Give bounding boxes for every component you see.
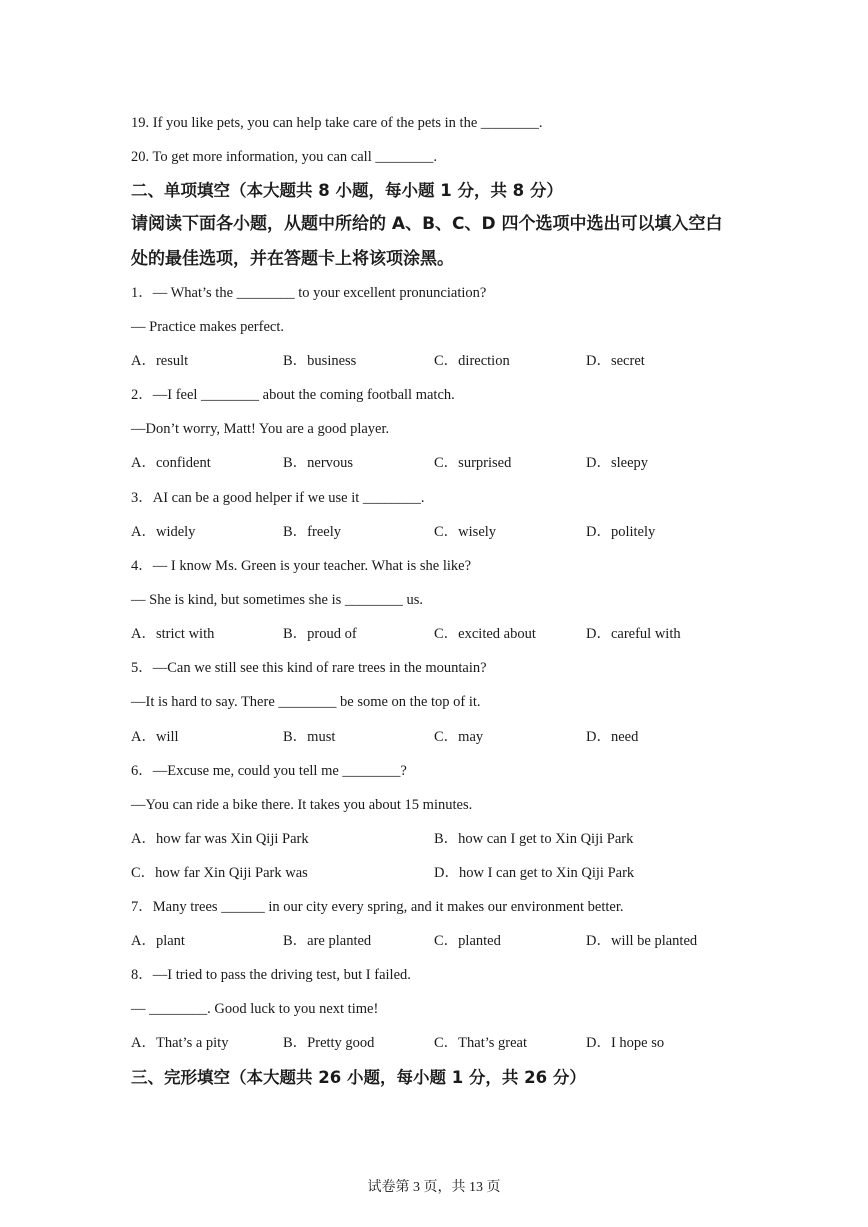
option-b[interactable]: B．nervous xyxy=(283,455,354,471)
option-a[interactable]: A．confident xyxy=(131,455,211,471)
question-7-options xyxy=(131,931,771,951)
question-3-stem: 3．AI can be a good helper if we use it ________. xyxy=(131,490,425,506)
question-1-stem: 1．— What’s the ________ to your excellent pronunciation? xyxy=(131,285,487,301)
question-2-options xyxy=(131,453,771,473)
option-c[interactable]: C．direction xyxy=(434,353,510,369)
option-b[interactable]: B．must xyxy=(283,729,336,745)
option-c[interactable]: C．may xyxy=(434,729,484,745)
question-6-stem: 6．—Excuse me, could you tell me ________? xyxy=(131,763,407,779)
question-4-stem: 4．— I know Ms. Green is your teacher. What is she like? xyxy=(131,558,471,574)
option-b[interactable]: B．proud of xyxy=(283,626,357,642)
option-b[interactable]: B．freely xyxy=(283,524,341,540)
option-d[interactable]: D．careful with xyxy=(586,626,681,642)
option-a[interactable]: A．That’s a pity xyxy=(131,1035,229,1051)
page-footer: 试卷第 3 页，共 13 页 xyxy=(367,1180,501,1195)
question-4-reply: — She is kind, but sometimes she is ________ us. xyxy=(131,592,424,608)
option-d[interactable]: D．sleepy xyxy=(586,455,649,471)
option-d[interactable]: D．will be planted xyxy=(586,933,698,949)
question-7-stem: 7．Many trees ______ in our city every spring, and it makes our environment better. xyxy=(131,899,624,915)
question-6-reply: —You can ride a bike there. It takes you about 15 minutes. xyxy=(131,797,473,813)
option-a[interactable]: A．result xyxy=(131,353,189,369)
question-5-stem: 5．—Can we still see this kind of rare trees in the mountain? xyxy=(131,660,487,676)
option-d[interactable]: D．secret xyxy=(586,353,645,369)
question-5-reply: —It is hard to say. There ________ be some on the top of it. xyxy=(131,694,481,710)
question-3-options xyxy=(131,522,771,542)
question-2-reply: —Don’t worry, Matt! You are a good player. xyxy=(131,421,390,437)
section3-heading: 三、完形填空（本大题共 26 小题，每小题 1 分，共 26 分） xyxy=(131,1068,586,1087)
section2-instruction-1: 请阅读下面各小题，从题中所给的 A、B、C、D 四个选项中选出可以填入空白 xyxy=(131,214,723,234)
question-6-options-row1 xyxy=(131,829,771,849)
question-1-reply: — Practice makes perfect. xyxy=(131,319,284,335)
section2-instruction-2: 处的最佳选项，并在答题卡上将该项涂黑。 xyxy=(131,249,454,269)
option-b[interactable]: B．how can I get to Xin Qiji Park xyxy=(434,831,634,847)
question-1-options xyxy=(131,351,771,371)
question-2-stem: 2．—I feel ________ about the coming football match. xyxy=(131,387,455,403)
option-a[interactable]: A．strict with xyxy=(131,626,215,642)
option-b[interactable]: B．Pretty good xyxy=(283,1035,375,1051)
option-a[interactable]: A．plant xyxy=(131,933,185,949)
option-d[interactable]: D．politely xyxy=(586,524,656,540)
question-5-options xyxy=(131,727,771,747)
question-6-options-row2 xyxy=(131,863,771,883)
question-8-stem: 8．—I tried to pass the driving test, but I failed. xyxy=(131,967,411,983)
option-b[interactable]: B．business xyxy=(283,353,357,369)
option-c[interactable]: C．how far Xin Qiji Park was xyxy=(131,865,308,881)
option-a[interactable]: A．how far was Xin Qiji Park xyxy=(131,831,309,847)
option-c[interactable]: C．That’s great xyxy=(434,1035,528,1051)
option-a[interactable]: A．widely xyxy=(131,524,196,540)
option-b[interactable]: B．are planted xyxy=(283,933,372,949)
option-a[interactable]: A．will xyxy=(131,729,179,745)
option-d[interactable]: D．I hope so xyxy=(586,1035,665,1051)
question-8-reply: — ________. Good luck to you next time! xyxy=(131,1001,379,1017)
option-c[interactable]: C．excited about xyxy=(434,626,536,642)
q19-text: 19. If you like pets, you can help take care of the pets in the ________. xyxy=(131,115,543,131)
section2-heading: 二、单项填空（本大题共 8 小题，每小题 1 分，共 8 分） xyxy=(131,181,563,200)
q20-text: 20. To get more information, you can call ________. xyxy=(131,149,437,165)
question-4-options xyxy=(131,624,771,644)
option-c[interactable]: C．surprised xyxy=(434,455,512,471)
option-c[interactable]: C．wisely xyxy=(434,524,497,540)
option-d[interactable]: D．how I can get to Xin Qiji Park xyxy=(434,865,635,881)
question-8-options xyxy=(131,1033,771,1053)
option-c[interactable]: C．planted xyxy=(434,933,501,949)
option-d[interactable]: D．need xyxy=(586,729,639,745)
